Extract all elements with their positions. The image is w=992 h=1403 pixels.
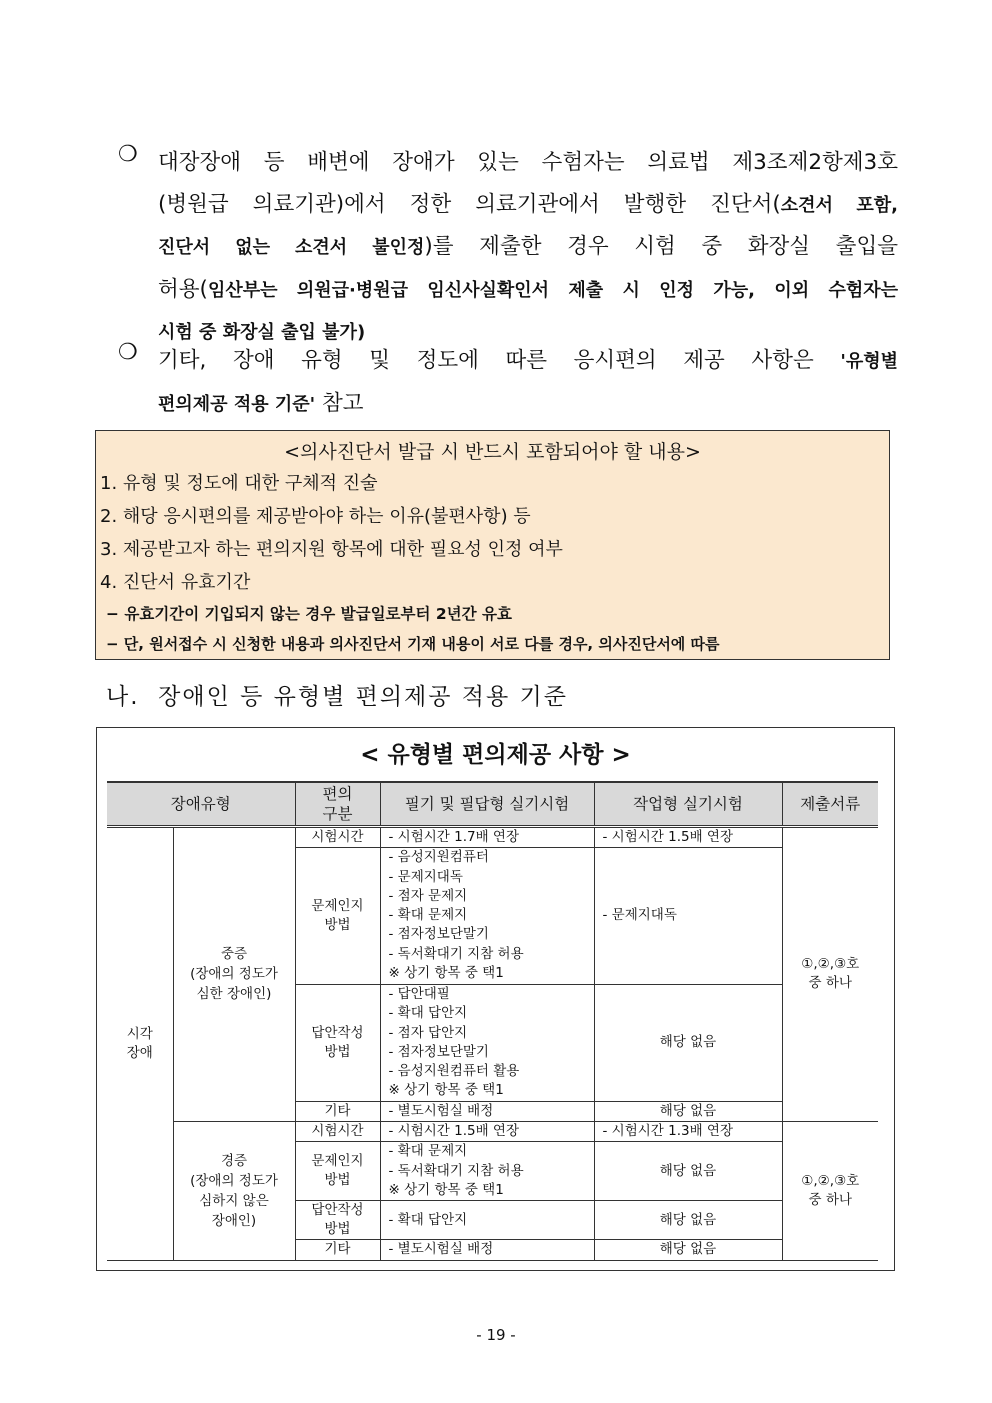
practical-exam-cell: 해당 없음 <box>594 1201 782 1240</box>
written-exam-cell <box>380 1201 594 1240</box>
notice-item: 1. 유형 및 정도에 대한 구체적 진술 <box>100 473 378 494</box>
table-title: < 유형별 편의제공 사항 > <box>360 742 631 768</box>
written-item: - 점자 답안지 <box>388 1024 468 1041</box>
category-cell: 시험시간 <box>295 826 380 847</box>
written-item: ※ 상기 항목 중 택1 <box>388 1181 504 1198</box>
severe-docs-cell: ①,②,③호 중 하나 <box>782 826 878 1122</box>
written-item: - 점자 문제지 <box>388 887 468 904</box>
written-item: - 확대 답안지 <box>388 1211 468 1228</box>
practical-exam-cell: 해당 없음 <box>594 1240 782 1260</box>
written-item: - 음성지원컴퓨터 활용 <box>388 1063 520 1080</box>
notice-title: <의사진단서 발급 시 반드시 포함되어야 할 내용> <box>284 441 701 463</box>
paragraph-line <box>158 226 898 269</box>
written-exam-cell <box>380 1101 594 1121</box>
circle-bullet-icon: ❍ <box>118 340 138 365</box>
written-item: - 독서확대기 지참 허용 <box>388 945 524 962</box>
circle-bullet-icon: ❍ <box>118 142 138 167</box>
category-cell: 답안작성 방법 <box>295 984 380 1101</box>
practical-exam-cell: - 시험시간 1.3배 연장 <box>594 1122 782 1142</box>
written-item: - 시험시간 1.5배 연장 <box>388 1123 520 1140</box>
written-exam-cell <box>380 826 594 847</box>
written-item: - 점자정보단말기 <box>388 1043 489 1060</box>
notice-sub-item: − 유효기간이 기입되지 않는 경우 발급일로부터 2년간 유효 <box>106 605 512 623</box>
page-number: - 19 - <box>476 1326 516 1344</box>
paragraph-line <box>158 340 898 383</box>
category-cell: 문제인지 방법 <box>295 1142 380 1201</box>
section-heading: 나. 장애인 등 유형별 편의제공 적용 기준 <box>106 684 568 710</box>
accommodation-table-frame <box>96 727 895 1271</box>
category-cell: 답안작성 방법 <box>295 1201 380 1240</box>
written-item: - 점자정보단말기 <box>388 926 489 943</box>
practical-exam-cell: 해당 없음 <box>594 984 782 1101</box>
practical-exam-cell: - 문제지대독 <box>594 847 782 984</box>
practical-exam-cell: 해당 없음 <box>594 1142 782 1201</box>
bold-text: 소견서 포함, <box>780 194 898 216</box>
text-run: 허용( <box>158 276 208 302</box>
written-item: - 별도시험실 배정 <box>388 1241 494 1258</box>
written-exam-cell <box>380 1122 594 1142</box>
category-cell: 시험시간 <box>295 1122 380 1142</box>
notice-box <box>95 430 890 660</box>
written-exam-cell <box>380 1240 594 1260</box>
table-row <box>107 1122 878 1142</box>
paragraph-line <box>158 142 898 184</box>
bold-text: 편의제공 적용 기준' <box>158 393 316 415</box>
mild-docs-cell: ①,②,③호 중 하나 <box>782 1122 878 1260</box>
paragraph-line <box>158 184 898 227</box>
paragraph-line <box>158 383 898 426</box>
written-item: - 음성지원컴퓨터 <box>388 849 489 866</box>
header-category: 편의 구분 <box>295 782 380 826</box>
written-item: - 확대 문제지 <box>388 907 468 924</box>
text-run: 참고 <box>315 390 364 416</box>
written-exam-cell <box>380 984 594 1101</box>
written-item: - 문제지대독 <box>388 868 463 885</box>
paragraph-other <box>118 340 898 425</box>
accommodation-table <box>107 781 878 1261</box>
header-type: 장애유형 <box>107 782 295 826</box>
mild-label-cell: 경증 (장애의 정도가 심하지 않은 장애인) <box>173 1122 295 1260</box>
header-practical: 작업형 실기시험 <box>594 782 782 826</box>
paragraph-line <box>158 269 898 312</box>
written-exam-cell <box>380 847 594 984</box>
written-exam-cell <box>380 1142 594 1201</box>
notice-item: 4. 진단서 유효기간 <box>100 572 251 593</box>
category-cell: 기타 <box>295 1240 380 1260</box>
notice-sub-item: − 단, 원서접수 시 신청한 내용과 의사진단서 기재 내용이 서로 다를 경우, 의사진단서에 따름 <box>106 635 720 653</box>
notice-item: 2. 해당 응시편의를 제공받아야 하는 이유(불편사항) 등 <box>100 506 531 527</box>
text-run: (병원급 의료기관)에서 정한 의료기관에서 발행한 진단서( <box>158 191 781 217</box>
written-item: - 독서확대기 지참 허용 <box>388 1162 524 1179</box>
paragraph-text <box>158 340 898 425</box>
practical-exam-cell: 해당 없음 <box>594 1101 782 1121</box>
bold-text: 시험 중 화장실 출입 불가) <box>158 322 366 343</box>
bold-text: '유형별 <box>840 351 898 372</box>
bold-text: 임산부는 의원급·병원급 임신사실확인서 제출 시 인정 가능, 이외 수험자는 <box>207 279 898 301</box>
written-item: - 답안대필 <box>388 985 450 1002</box>
header-docs: 제출서류 <box>782 782 878 826</box>
written-item: - 확대 답안지 <box>388 1005 468 1022</box>
paragraph-text <box>158 142 898 354</box>
header-written: 필기 및 필답형 실기시험 <box>380 782 594 826</box>
category-cell: 기타 <box>295 1101 380 1121</box>
text-run: )를 제출한 경우 시험 중 화장실 출입을 <box>424 234 898 259</box>
paragraph-toilet <box>118 142 898 354</box>
table-row <box>107 826 878 847</box>
practical-exam-cell: - 시험시간 1.5배 연장 <box>594 826 782 847</box>
written-item: ※ 상기 항목 중 택1 <box>388 1082 504 1099</box>
text-run: 대장장애 등 배변에 장애가 있는 수험자는 의료법 제3조제2항제3호 <box>158 150 898 175</box>
notice-item: 3. 제공받고자 하는 편의지원 항목에 대한 필요성 인정 여부 <box>100 539 563 560</box>
written-item: - 시험시간 1.7배 연장 <box>388 828 520 845</box>
bold-text: 진단서 없는 소견서 불인정 <box>158 237 425 258</box>
written-item: ※ 상기 항목 중 택1 <box>388 965 504 982</box>
severe-label-cell: 중증 (장애의 정도가 심한 장애인) <box>173 826 295 1122</box>
written-item: - 별도시험실 배정 <box>388 1102 494 1119</box>
disability-group-cell: 시각 장애 <box>107 826 173 1260</box>
category-cell: 문제인지 방법 <box>295 847 380 984</box>
text-run: 기타, 장애 유형 및 정도에 따른 응시편의 제공 사항은 <box>158 348 841 373</box>
written-item: - 확대 문제지 <box>388 1143 468 1160</box>
